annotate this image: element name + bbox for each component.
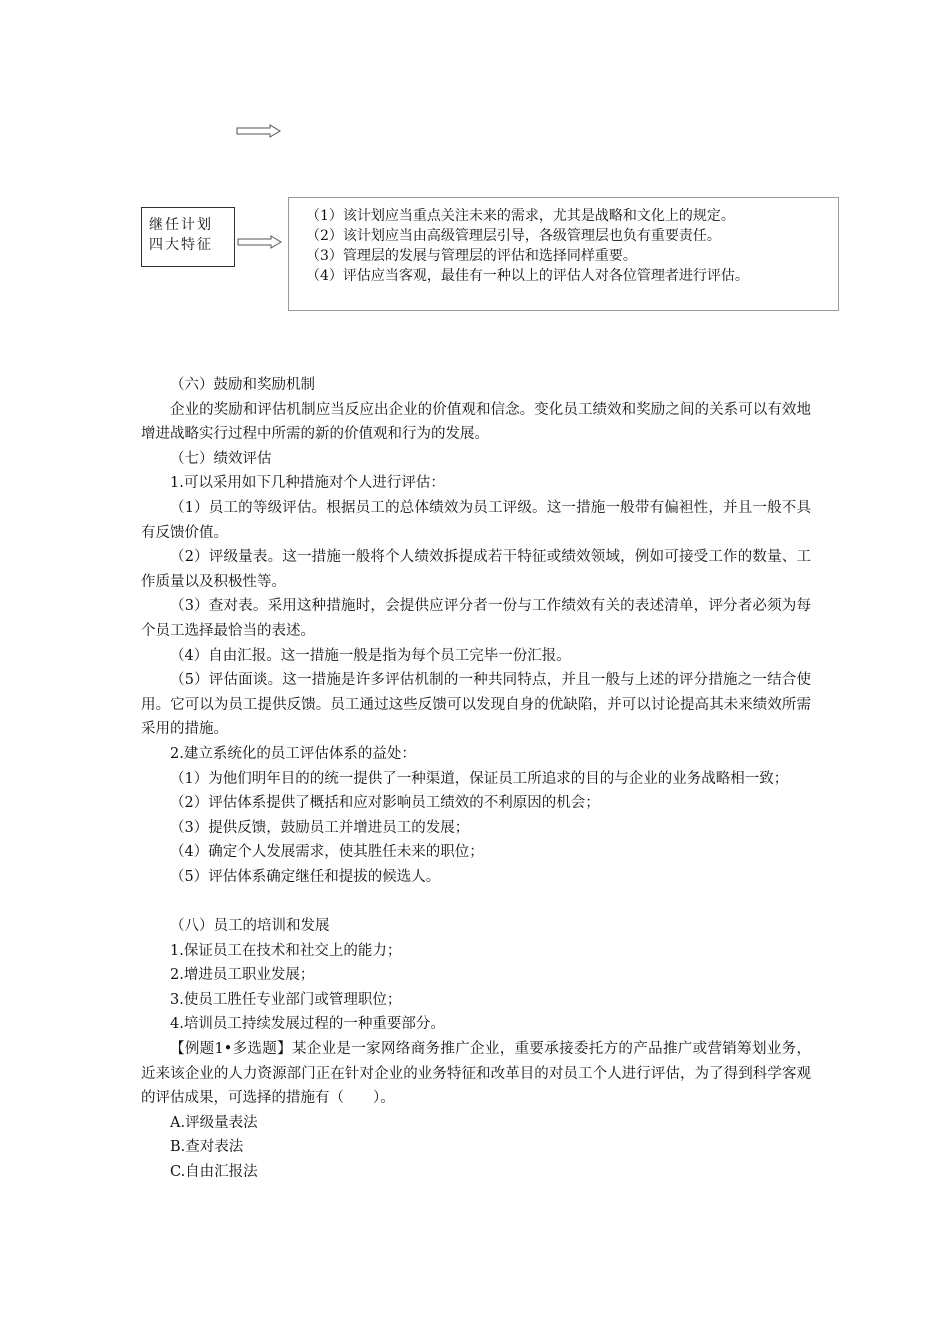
paragraph: 1.保证员工在技术和社交上的能力； bbox=[170, 942, 402, 959]
paragraph: （1）员工的等级评估。根据员工的总体绩效为员工评级。这一措施一般带有偏袒性，并且一般不具有反馈价值。 bbox=[141, 499, 811, 541]
paragraph: （2）评估体系提供了概括和应对影响员工绩效的不利原因的机会； bbox=[170, 795, 600, 812]
paragraph: 2.增进员工职业发展； bbox=[170, 967, 315, 984]
paragraph bbox=[141, 889, 811, 914]
paragraph: （七）绩效评估 bbox=[170, 450, 272, 467]
paragraph: 2.建立系统化的员工评估体系的益处： bbox=[170, 745, 416, 762]
paragraph: A.评级量表法 bbox=[170, 1114, 258, 1131]
paragraph: （4）自由汇报。这一措施一般是指为每个员工完毕一份汇报。 bbox=[170, 647, 571, 664]
succession-plan-label-line1: 继任计划 bbox=[149, 217, 213, 233]
feature-item: （3）管理层的发展与管理层的评估和选择同样重要。 bbox=[306, 248, 637, 264]
feature-item: （2）该计划应当由高级管理层引导，各级管理层也负有重要责任。 bbox=[306, 228, 721, 244]
succession-plan-label-line2: 四大特征 bbox=[149, 237, 213, 253]
paragraph: 3.使员工胜任专业部门或管理职位； bbox=[170, 991, 402, 1008]
paragraph: 企业的奖励和评估机制应当反应出企业的价值观和信念。变化员工绩效和奖励之间的关系可以有效地增进战略实行过程中所需的新的价值观和行为的发展。 bbox=[141, 401, 811, 443]
paragraph: （六）鼓励和奖励机制 bbox=[170, 377, 315, 393]
features-box bbox=[288, 197, 839, 311]
paragraph: 4.培训员工持续发展过程的一种重要部分。 bbox=[170, 1016, 445, 1033]
paragraph: （3）提供反馈，鼓励员工并增进员工的发展； bbox=[170, 819, 470, 836]
paragraph: C.自由汇报法 bbox=[170, 1164, 258, 1180]
paragraph: 1.可以采用如下几种措施对个人进行评估： bbox=[170, 475, 445, 492]
succession-plan-box bbox=[141, 207, 235, 267]
arrow-icon bbox=[237, 235, 283, 249]
paragraph: （八）员工的培训和发展 bbox=[170, 918, 330, 935]
arrow-icon-top bbox=[236, 124, 282, 138]
paragraph: （3）查对表。采用这种措施时，会提供应评分者一份与工作绩效有关的表述清单，评分者必须为每个员工选择最恰当的表述。 bbox=[141, 598, 811, 639]
paragraph: （5）评估体系确定继任和提拔的候选人。 bbox=[170, 868, 441, 885]
paragraph: B.查对表法 bbox=[170, 1139, 244, 1156]
paragraph: （4）确定个人发展需求，使其胜任未来的职位； bbox=[170, 844, 484, 861]
paragraph: （1）为他们明年目的的统一提供了一种渠道，保证员工所追求的目的与企业的业务战略相一致； bbox=[170, 770, 789, 787]
paragraph: 【例题1•多选题】某企业是一家网络商务推广企业，重要承接委托方的产品推广或营销筹划业务，近来该企业的人力资源部门正在针对企业的业务特征和改革目的对员工个人进行评估，为了得到科学客观的评估成果，可选择的措施有（ ）。 bbox=[141, 1041, 811, 1107]
paragraph: （2）评级量表。这一措施一般将个人绩效拆提成若干特征或绩效领域，例如可接受工作的数量、工作质量以及积极性等。 bbox=[141, 549, 811, 590]
document-body bbox=[141, 373, 811, 1185]
feature-item: （1）该计划应当重点关注未来的需求，尤其是战略和文化上的规定。 bbox=[306, 208, 735, 224]
feature-item: （4）评估应当客观，最佳有一种以上的评估人对各位管理者进行评估。 bbox=[306, 268, 749, 284]
paragraph: （5）评估面谈。这一措施是许多评估机制的一种共同特点，并且一般与上述的评分措施之一结合使用。它可以为员工提供反馈。员工通过这些反馈可以发现自身的优缺陷，并可以讨论提高其未来绩效所需采用的措施。 bbox=[141, 672, 811, 738]
